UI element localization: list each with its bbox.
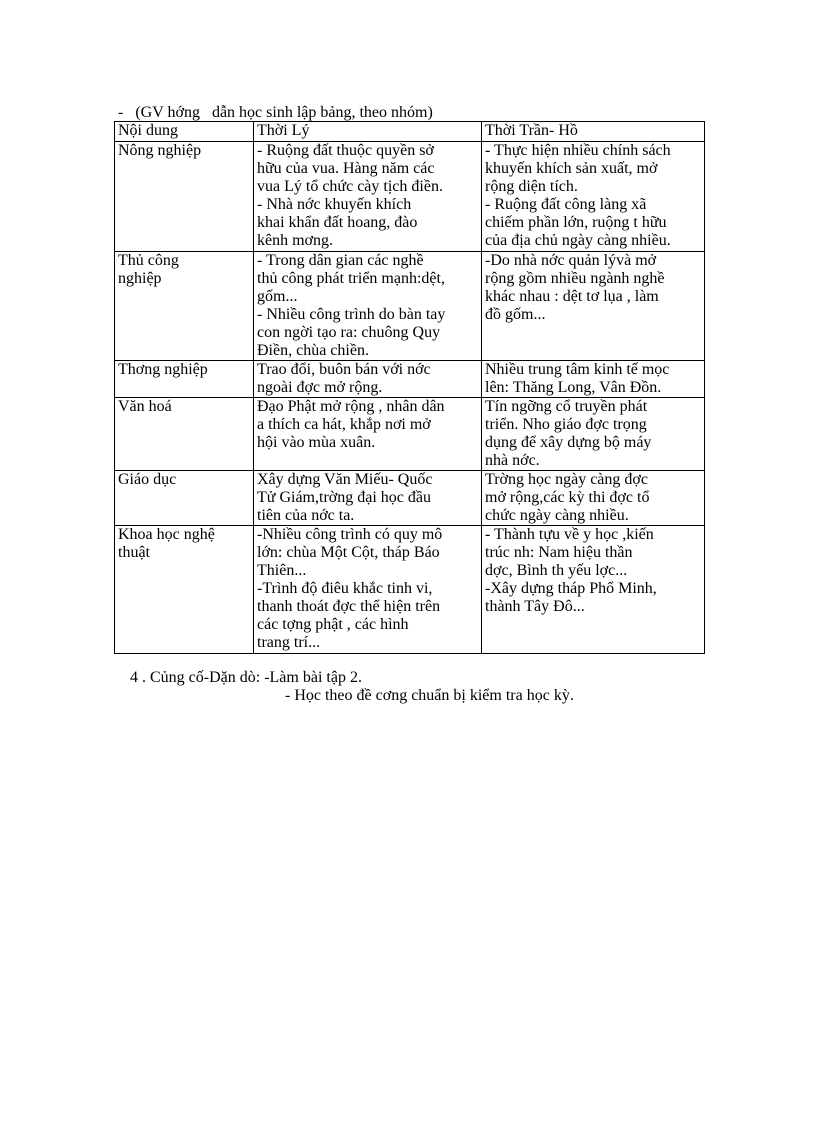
cell-text-line: hữu của vua. Hàng năm các: [257, 160, 435, 177]
cell-text-line: lớn: chùa Một Cột, tháp Báo: [257, 544, 440, 561]
cell-text-line: con ngời tạo ra: chuông Quy: [257, 324, 441, 341]
cell-text-line: thuật: [118, 544, 150, 561]
cell-text-line: Điền, chùa chiền.: [257, 342, 369, 359]
cell-text-line: khuyến khích sản xuất, mở: [485, 160, 658, 177]
ly-cell: [254, 398, 482, 471]
cell-text-line: -Xây dựng tháp Phổ Minh,: [485, 580, 657, 597]
topic-cell: [115, 526, 254, 654]
topic-cell: [115, 471, 254, 526]
footer-notes: [130, 669, 574, 705]
cell-text-line: dợc, Bình th yếu lợc...: [485, 562, 628, 579]
cell-text-line: Nông nghiệp: [118, 142, 202, 159]
cell-text-line: lên: Thăng Long, Vân Đồn.: [485, 379, 662, 396]
cell-text-line: Trao đổi, buôn bán với nớc: [257, 361, 431, 378]
cell-text-line: Nhiều trung tâm kinh tế mọc: [485, 361, 670, 378]
cell-text-line: Trờng học ngày càng đợc: [485, 471, 648, 488]
topic-cell: [115, 252, 254, 361]
cell-text-line: trang trí...: [257, 634, 321, 651]
table-row: [115, 526, 705, 654]
cell-text-line: -Do nhà nớc quản lývà mở: [485, 252, 657, 269]
cell-text-line: Thiên...: [257, 562, 307, 579]
cell-text-line: Văn hoá: [118, 398, 172, 415]
tranho-cell: [482, 252, 705, 361]
cell-text-line: vua Lý tổ chức cày tịch điền.: [257, 178, 443, 195]
cell-text-line: - Thực hiện nhiều chính sách: [485, 142, 671, 159]
cell-text-line: a thích ca hát, khắp nơi mở: [257, 416, 431, 433]
cell-text-line: của địa chủ ngày càng nhiều.: [485, 232, 671, 249]
cell-text-line: chiếm phần lớn, ruộng t hữu: [485, 214, 667, 231]
cell-text-line: đồ gốm...: [485, 306, 546, 323]
header-cell-tranho: Thời Trần- Hồ: [482, 122, 705, 142]
cell-text-line: tiên của nớc ta.: [257, 507, 355, 524]
tranho-cell: [482, 142, 705, 252]
table-row: [115, 471, 705, 526]
cell-text-line: thủ công phát triển mạnh:dệt,: [257, 270, 445, 287]
cell-text-line: chức ngày càng nhiều.: [485, 507, 629, 524]
footer-line-1: 4 . Củng cố-Dặn dò: -Làm bài tập 2.: [130, 669, 362, 686]
cell-text-line: khai khẩn đất hoang, đào: [257, 214, 418, 231]
cell-text-line: Thơng nghiệp: [118, 361, 208, 378]
cell-text-line: Khoa học nghệ: [118, 526, 215, 543]
cell-text-line: ngoài đợc mở rộng.: [257, 379, 383, 396]
tranho-cell: [482, 361, 705, 398]
table-row: [115, 252, 705, 361]
cell-text-line: - Nhiều công trình do bàn tay: [257, 306, 446, 323]
ly-cell: [254, 252, 482, 361]
cell-text-line: -Nhiều công trình có quy mô: [257, 526, 443, 543]
table-row: [115, 361, 705, 398]
cell-text-line: triển. Nho giáo đợc trọng: [485, 416, 647, 433]
cell-text-line: thành Tây Đô...: [485, 598, 585, 615]
cell-text-line: - Ruộng đất thuộc quyền sở: [257, 142, 434, 159]
tranho-cell: [482, 526, 705, 654]
header-row: [115, 122, 705, 142]
cell-text-line: dụng để xây dựng bộ máy: [485, 434, 652, 451]
cell-text-line: Đạo Phật mở rộng , nhân dân: [257, 398, 445, 415]
cell-text-line: gốm...: [257, 288, 298, 305]
tranho-cell: [482, 398, 705, 471]
cell-text-line: nghiệp: [118, 270, 162, 287]
cell-text-line: hội vào mùa xuân.: [257, 434, 376, 451]
comparison-table: [114, 121, 705, 654]
intro-note: - (GV hớng dẫn học sinh lập bảng, theo nhóm): [118, 104, 433, 121]
cell-text-line: Tử Giám,trờng đại học đầu: [257, 489, 431, 506]
cell-text-line: mở rộng,các kỳ thi đợc tổ: [485, 489, 650, 506]
cell-text-line: - Ruộng đất công làng xã: [485, 196, 647, 213]
header-cell-topic: Nội dung: [115, 122, 254, 142]
header-cell-ly: Thời Lý: [254, 122, 482, 142]
cell-text-line: - Trong dân gian các nghề: [257, 252, 424, 269]
cell-text-line: Thủ công: [118, 252, 179, 269]
ly-cell: [254, 142, 482, 252]
cell-text-line: nhà nớc.: [485, 452, 540, 469]
cell-text-line: khác nhau : dệt tơ lụa , làm: [485, 288, 659, 305]
topic-cell: [115, 398, 254, 471]
cell-text-line: thanh thoát đợc thể hiện trên: [257, 598, 441, 615]
table-row: [115, 142, 705, 252]
cell-text-line: - Nhà nớc khuyến khích: [257, 196, 412, 213]
cell-text-line: - Thành tựu về y học ,kiến: [485, 526, 654, 543]
topic-cell: [115, 361, 254, 398]
ly-cell: [254, 526, 482, 654]
cell-text-line: Giáo dục: [118, 471, 177, 488]
cell-text-line: rộng diện tích.: [485, 178, 578, 195]
cell-text-line: -Trình độ điêu khắc tinh vi,: [257, 580, 433, 597]
footer-line-2: - Học theo đề cơng chuẩn bị kiểm tra học kỳ.: [285, 687, 574, 704]
cell-text-line: trúc nh: Nam hiệu thần: [485, 544, 633, 561]
tranho-cell: [482, 471, 705, 526]
table-row: [115, 398, 705, 471]
cell-text-line: các tợng phật , các hình: [257, 616, 409, 633]
cell-text-line: Tín ngỡng cổ truyền phát: [485, 398, 648, 415]
cell-text-line: kênh mơng.: [257, 232, 334, 249]
cell-text-line: rộng gồm nhiều ngành nghề: [485, 270, 665, 287]
ly-cell: [254, 471, 482, 526]
topic-cell: [115, 142, 254, 252]
ly-cell: [254, 361, 482, 398]
cell-text-line: Xây dựng Văn Miếu- Quốc: [257, 471, 433, 488]
